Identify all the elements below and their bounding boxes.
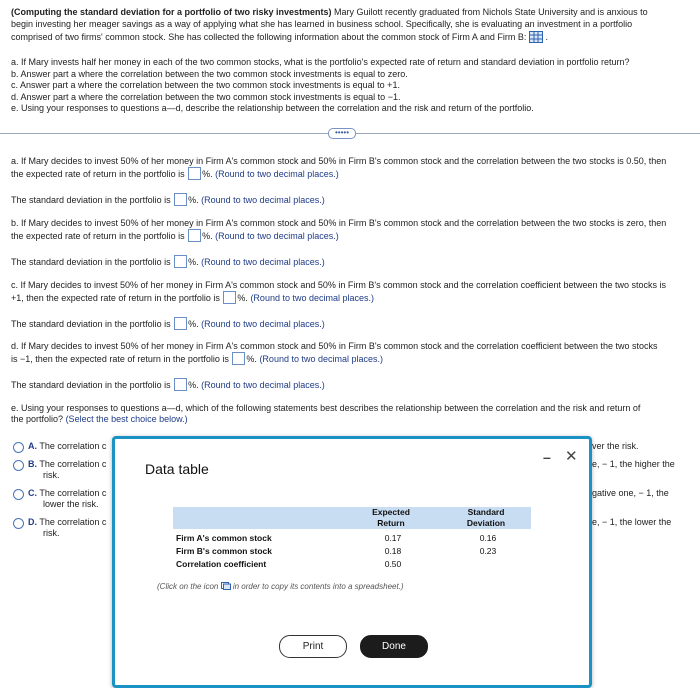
round-hint: (Round to two decimal places.) [215,169,339,179]
col-std-line-2: Deviation [466,518,506,528]
intro-line-2: begin investing her meager savings as a way of applying what she has learned in business school. Specifically, she is evaluating an investment in a portfolio [11,19,633,29]
done-button[interactable]: Done [360,635,428,658]
col-expected-line-1: Expected [372,507,410,517]
close-icon[interactable]: ✕ [565,448,578,465]
col-standard-deviation [446,507,526,529]
part-a-return-label: the expected rate of return in the portfolio is [11,169,185,179]
data-table-icon[interactable] [529,31,543,43]
pct-sign: %. [188,195,199,205]
part-e-question-2 [11,413,188,425]
part-b-sd-line [11,255,325,268]
part-d-return-input[interactable] [232,352,245,365]
row-label: Firm A's common stock [176,533,272,543]
pct-sign: %. [202,169,213,179]
option-a-text: The correlation c [39,441,107,451]
print-button[interactable]: Print [279,635,347,658]
option-b[interactable] [28,459,106,470]
option-a[interactable] [28,441,106,452]
question-a: a. If Mary invests half her money in each of the two common stocks, what is the portfolio's expected rate of return and standard deviation in portfolio return? [11,57,630,67]
part-c-sd-input[interactable] [174,317,187,330]
part-c-return-input[interactable] [223,291,236,304]
option-b-letter: B. [28,459,37,469]
option-d-text-end: e, − 1, the lower the [592,517,672,527]
col-std-line-1: Standard [467,507,505,517]
option-c-text-end: gative one, − 1, the [592,488,669,498]
part-e-question: e. Using your responses to questions a—d, which of the following statements best describes the relationship between the correlation and the risk and return of [11,403,641,413]
part-a-sd-line [11,193,325,206]
pct-sign: %. [202,231,213,241]
part-b-return-label: the expected rate of return in the portfolio is [11,231,185,241]
option-b-text: The correlation c [39,459,107,469]
part-c-sd-line [11,317,325,330]
row-label: Correlation coefficient [176,559,267,569]
option-d-line-2: risk. [43,528,60,538]
copy-note [157,582,404,591]
option-c-radio[interactable] [13,489,24,500]
part-e-question-text: the portfolio? [11,414,64,424]
part-d-return-label: is −1, then the expected rate of return in the portfolio is [11,354,229,364]
data-table-modal [112,436,592,688]
col-expected-return [351,507,431,529]
intro-line-1 [11,6,648,18]
cell-expected: 0.18 [384,546,402,556]
pct-sign: %. [188,319,199,329]
part-a-sd-input[interactable] [174,193,187,206]
copy-note-start: (Click on the icon [157,582,219,591]
copy-spreadsheet-icon[interactable] [221,582,231,590]
round-hint: (Round to two decimal places.) [259,354,383,364]
round-hint: (Round to two decimal places.) [215,231,339,241]
row-label: Firm B's common stock [176,546,273,556]
option-b-line-2: risk. [43,470,60,480]
part-d-question: d. If Mary decides to invest 50% of her money in Firm A's common stock and 50% in Firm B's common stock and the correlation coefficient between the two stocks [11,341,658,351]
part-c-return-label: +1, then the expected rate of return in the portfolio is [11,293,220,303]
option-d[interactable] [28,517,106,528]
part-b-sd-label: The standard deviation in the portfolio is [11,257,171,267]
option-b-text-end: e, − 1, the higher the [592,459,675,469]
option-c-line-2: lower the risk. [43,499,99,509]
part-d-sd-input[interactable] [174,378,187,391]
cell-expected: 0.17 [384,533,402,543]
part-a-return-line [11,167,339,180]
option-d-text: The correlation c [39,517,107,527]
pct-sign: %. [188,380,199,390]
option-c-letter: C. [28,488,37,498]
part-b-return-input[interactable] [188,229,201,242]
option-c-text: The correlation c [39,488,107,498]
cell-std: 0.16 [479,533,497,543]
problem-title: (Computing the standard deviation for a portfolio of two risky investments) [11,7,332,17]
intro-text-3: comprised of two firms' common stock. She has collected the following information about the common stock of Firm A and Firm B: [11,32,527,42]
expand-button[interactable]: ••••• [328,128,356,139]
part-b-return-line [11,229,339,242]
part-a-return-input[interactable] [188,167,201,180]
round-hint: (Round to two decimal places.) [201,319,325,329]
round-hint: (Round to two decimal places.) [201,195,325,205]
pct-sign: %. [246,354,257,364]
option-a-letter: A. [28,441,37,451]
part-c-question: c. If Mary decides to invest 50% of her money in Firm A's common stock and 50% in Firm B's common stock and the correlation coefficient between the two stocks is [11,280,667,290]
col-expected-line-2: Return [377,518,405,528]
part-c-return-line [11,291,374,304]
question-d: d. Answer part a where the correlation between the two common stock investments is equal to −1. [11,92,401,102]
option-a-text-end: ver the risk. [592,441,639,451]
minimize-icon[interactable]: – [543,449,551,465]
pct-sign: %. [237,293,248,303]
part-a-sd-label: The standard deviation in the portfolio is [11,195,171,205]
part-d-return-line [11,352,383,365]
intro-text-1: Mary Guilott recently graduated from Nichols State University and is anxious to [334,7,648,17]
table-header [173,507,531,529]
option-a-radio[interactable] [13,442,24,453]
question-c: c. Answer part a where the correlation between the two common stock investments is equal to +1. [11,80,400,90]
cell-std: 0.23 [479,546,497,556]
option-c[interactable] [28,488,106,499]
copy-note-end: in order to copy its contents into a spreadsheet.) [232,582,404,591]
part-b-question: b. If Mary decides to invest 50% of her money in Firm A's common stock and 50% in Firm B's common stock and the correlation between the two stocks is zero, then [11,218,667,228]
option-b-radio[interactable] [13,460,24,471]
part-b-sd-input[interactable] [174,255,187,268]
intro-line-3: comprised of two firms' common stock. She has collected the following information about the common stock of Firm A and Firm B: . [11,32,548,42]
question-e: e. Using your responses to questions a—d, describe the relationship between the correlation and the risk and return of the portfolio. [11,103,534,113]
round-hint: (Round to two decimal places.) [250,293,374,303]
select-hint: (Select the best choice below.) [65,414,188,424]
part-d-sd-line [11,378,325,391]
round-hint: (Round to two decimal places.) [201,380,325,390]
option-d-letter: D. [28,517,37,527]
part-a-question: a. If Mary decides to invest 50% of her money in Firm A's common stock and 50% in Firm B's common stock and the correlation between the two stocks is 0.50, then [11,156,667,166]
question-b: b. Answer part a where the correlation between the two common stock investments is equal to zero. [11,69,408,79]
option-d-radio[interactable] [13,518,24,529]
modal-title: Data table [145,461,209,477]
cell-expected: 0.50 [384,559,402,569]
part-c-sd-label: The standard deviation in the portfolio is [11,319,171,329]
round-hint: (Round to two decimal places.) [201,257,325,267]
pct-sign: %. [188,257,199,267]
part-d-sd-label: The standard deviation in the portfolio is [11,380,171,390]
